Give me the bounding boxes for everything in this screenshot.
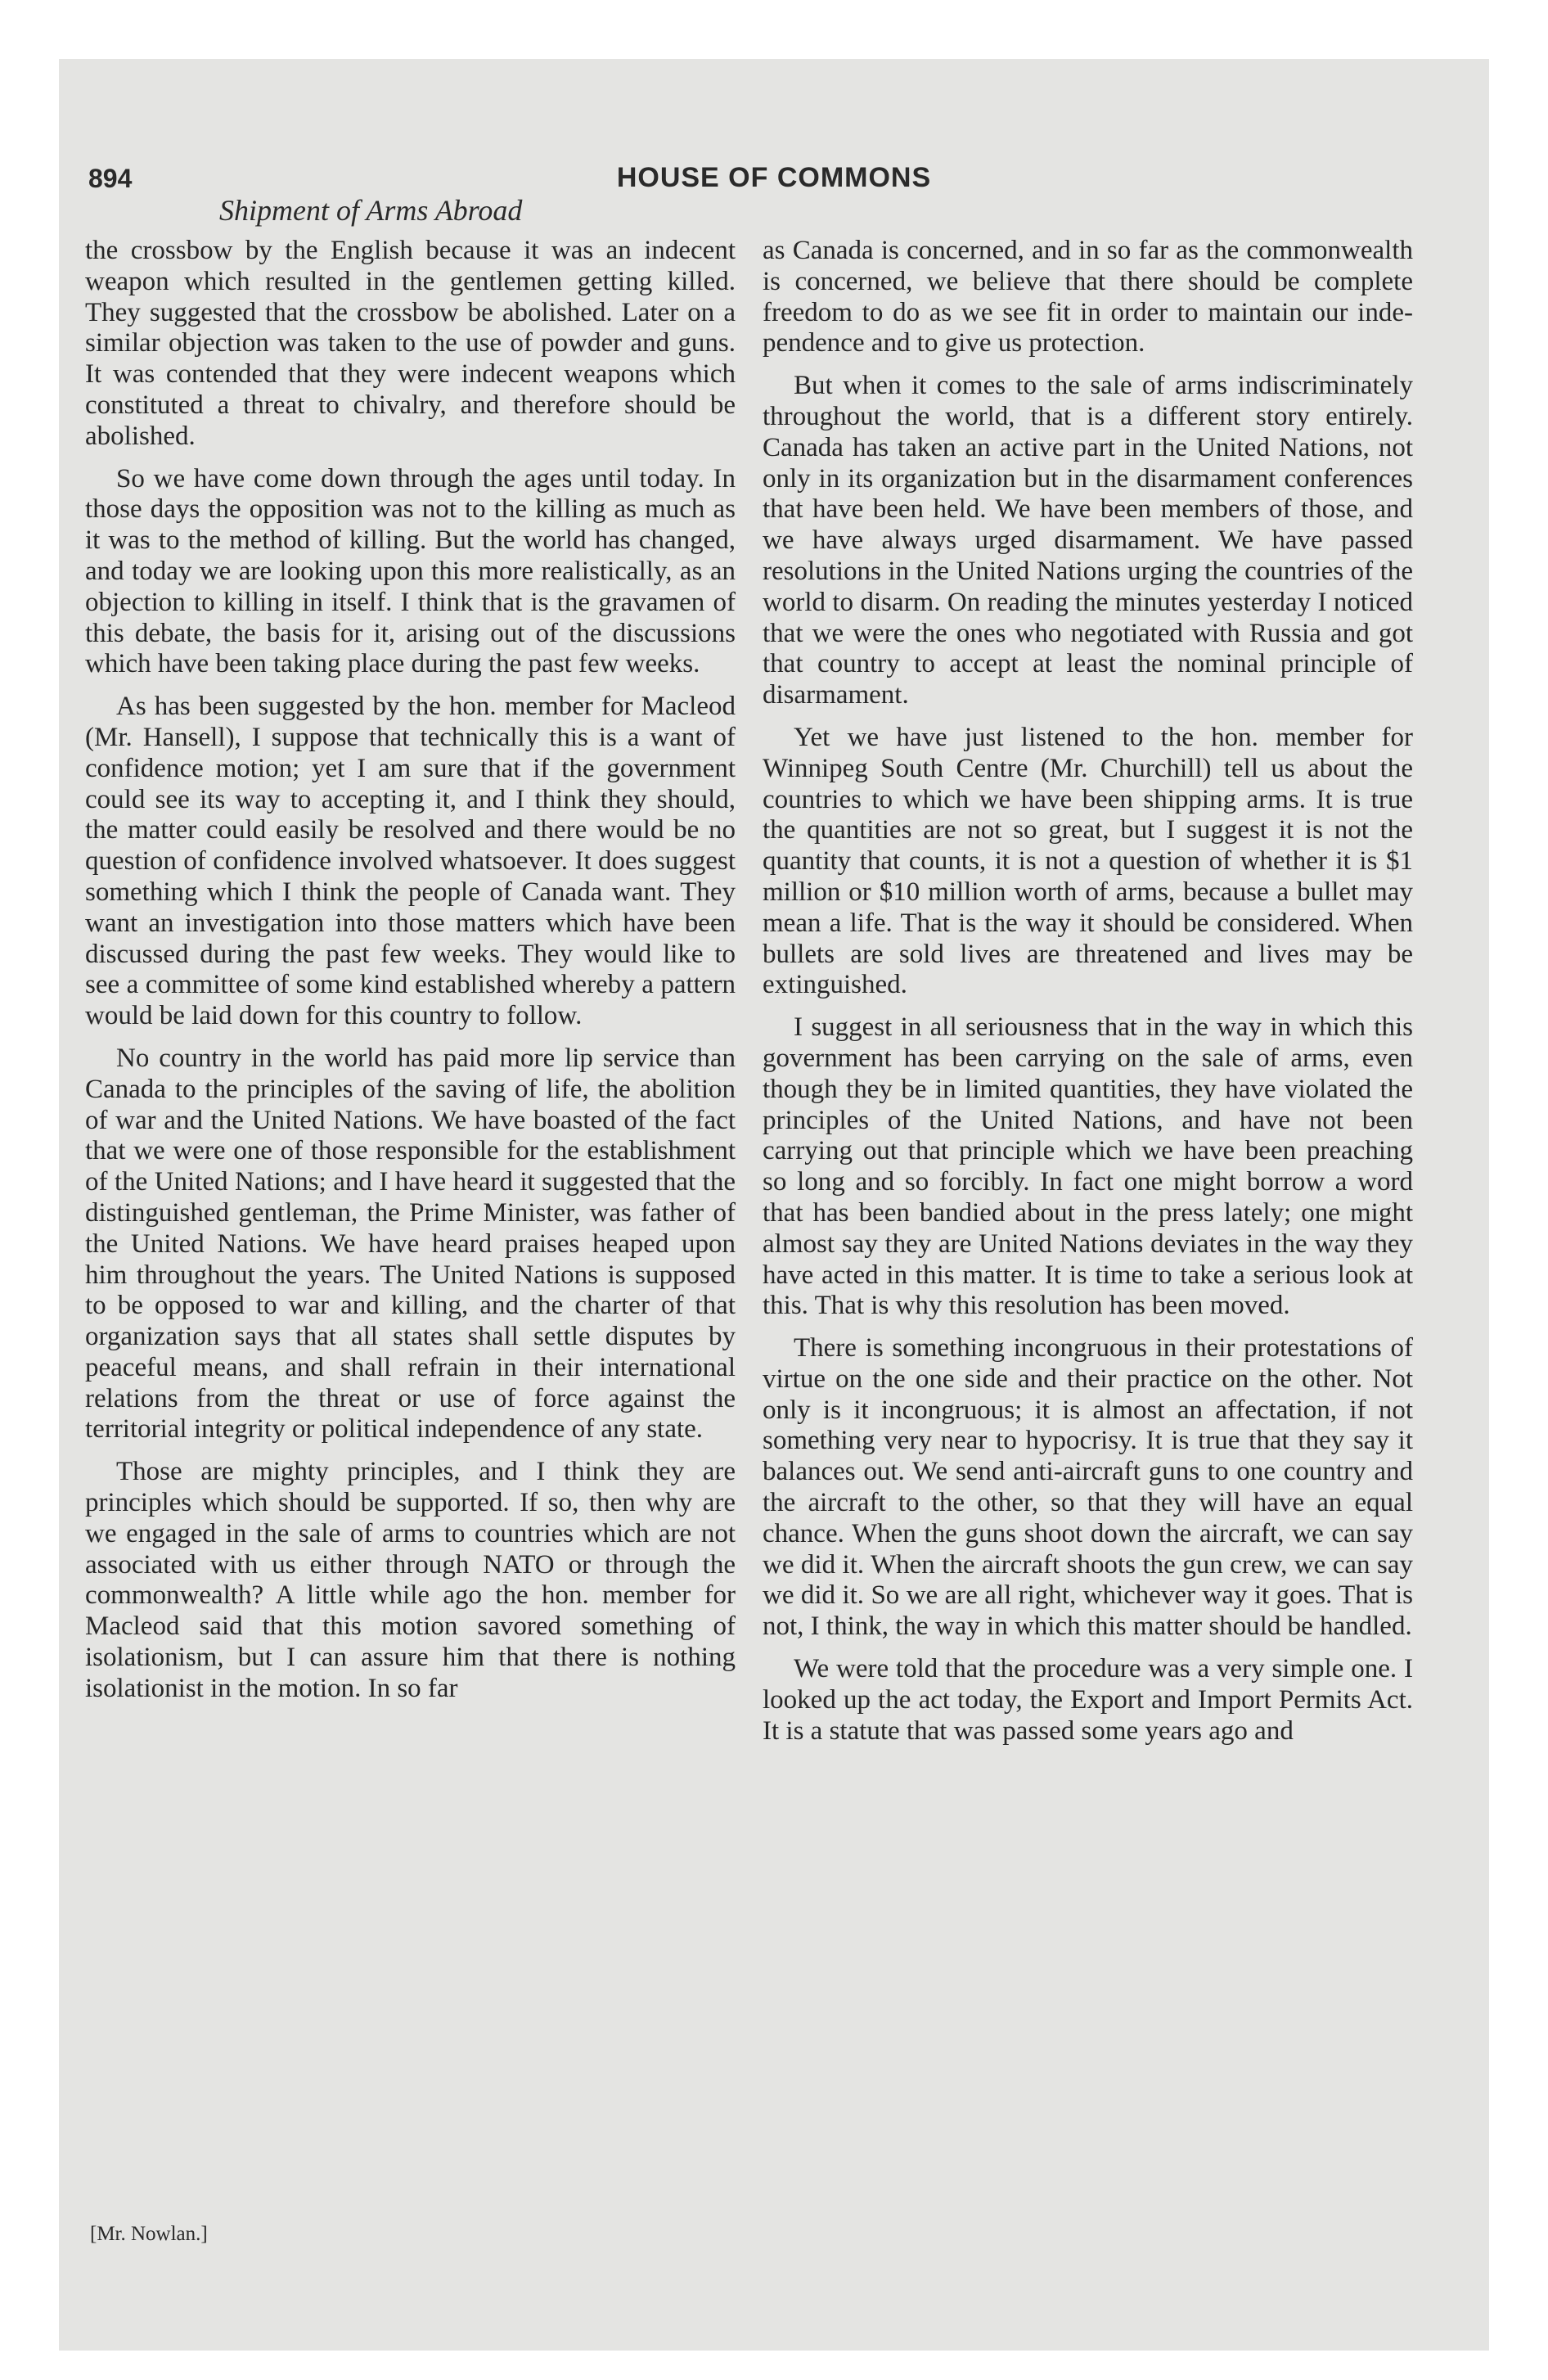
section-title: Shipment of Arms Abroad: [219, 194, 523, 227]
paragraph: But when it comes to the sale of arms indiscriminately throughout the world, that is a different story entirely. Canada has taken an active part in the United Nations, not only in its organization but in the disarmament conferences that have been held. We have been members of those, and we have always urged disarmament. We have passed resolutions in the United Nations urging the countries of the world to disarm. On reading the minutes yesterday I noticed that we were the ones who negotiated with Russia and got that country to accept at least the nominal principle of disarmament.: [763, 371, 1413, 710]
paragraph: as Canada is concerned, and in so far as the commonwealth is concerned, we believe that there should be complete freedom to do as we see fit in order to maintain our independence and to give us protection.: [763, 236, 1413, 358]
paragraph: No country in the world has paid more lip service than Canada to the principles of the saving of life, the abolition of war and the United Nations. We have boasted of the fact that we were one of those responsible for the establishment of the United Nations; and I have heard it suggested that the distinguished gentleman, the Prime Minister, was father of the United Nations. We have heard praises heaped upon him throughout the years. The United Nations is supposed to be opposed to war and killing, and the charter of that organization says that all states shall settle disputes by peaceful means, and shall refrain in their international relations from the threat or use of force against the territorial integrity or political independence of any state.: [85, 1043, 736, 1445]
speaker-tag: [Mr. Nowlan.]: [90, 2223, 208, 2245]
paragraph: I suggest in all seriousness that in the way in which this government has been carrying on the sale of arms, even though they be in limited quantities, they have violated the principles of the United Nations, and have not been carrying out that principle which we have been preaching so long and so forcibly. In fact one might borrow a word that has been bandied about in the press lately; one might almost say they are United Nations deviates in the way they have acted in this matter. It is time to take a serious look at this. That is why this resolution has been moved.: [763, 1012, 1413, 1321]
paragraph: We were told that the procedure was a very simple one. I looked up the act today, the Export and Import Permits Act. It is a statute that was passed some years ago and: [763, 1654, 1413, 1746]
paragraph: Those are mighty principles, and I think they are principles which should be supported. If so, then why are we engaged in the sale of arms to countries which are not associated with us either through NATO or through the commonwealth? A little while ago the hon. member for Macleod said that this motion savored something of isolationism, but I can assure him that there is nothing isolationist in the motion. In so far: [85, 1457, 736, 1703]
right-column: [763, 236, 1413, 1758]
paragraph: There is something incongruous in their protestations of virtue on the one side and their practice on the other. Not only is it incongruous; it is almost an affectation, if not something very near to hypocrisy. It is true that they say it balances out. We send anti-aircraft guns to one country and the aircraft to the other, so that they will have an equal chance. When the guns shoot down the aircraft, we can say we did it. When the aircraft shoots the gun crew, we can say we did it. So we are all right, whichever way it goes. That is not, I think, the way in which this matter should be handled.: [763, 1333, 1413, 1642]
paragraph: the crossbow by the English because it was an indecent weapon which resulted in the gentlemen getting killed. They suggested that the crossbow be abolished. Later on a similar objection was taken to the use of powder and guns. It was contended that they were indecent weapons which constituted a threat to chivalry, and therefore should be abolished.: [85, 236, 736, 451]
page-number: 894: [88, 164, 133, 193]
paragraph: So we have come down through the ages until today. In those days the opposition was not to the killing as much as it was to the method of killing. But the world has changed, and today we are looking upon this more realistically, as an objection to killing in itself. I think that is the gravamen of this debate, the basis for it, arising out of the discussions which have been taking place during the past few weeks.: [85, 463, 736, 679]
paragraph: Yet we have just listened to the hon. member for Winnipeg South Centre (Mr. Churchill) tell us about the countries to which we have been shipping arms. It is true the quantities are not so great, but I suggest it is not the quantity that counts, it is not a question of whether it is $1 million or $10 million worth of arms, because a bullet may mean a life. That is the way it should be considered. When bullets are sold lives are threatened and lives may be extinguished.: [763, 722, 1413, 1000]
paragraph: As has been suggested by the hon. member for Macleod (Mr. Hansell), I suppose that technically this is a want of confidence motion; yet I am sure that if the government could see its way to accepting it, and I think they should, the matter could easily be resolved and there would be no question of confidence involved whatsoever. It does suggest something which I think the people of Canada want. They want an investigation into those matters which have been discussed during the past few weeks. They would like to see a committee of some kind established whereby a pattern would be laid down for this country to follow.: [85, 692, 736, 1031]
left-column: [85, 236, 736, 1716]
running-head: HOUSE OF COMMONS: [616, 162, 932, 193]
